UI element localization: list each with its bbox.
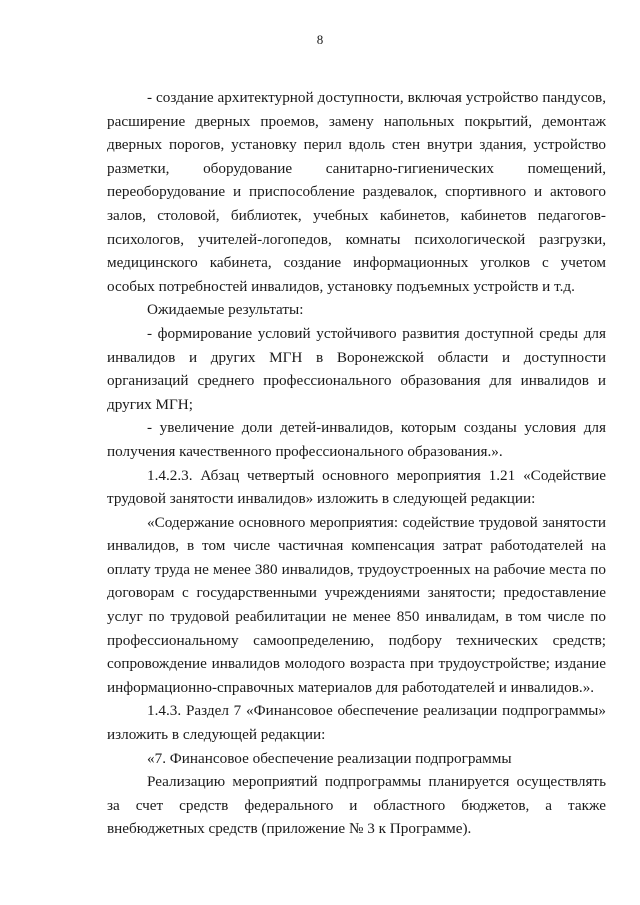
paragraph-expected-results-heading: Ожидаемые результаты: xyxy=(147,301,304,319)
paragraph-result-accessible-environment: - формирование условий устойчивого развития доступной среды для инвалидов и других МГН в Воронежской области и доступности организаций среднего профессионального образования для инвалидов и других МГН; xyxy=(107,324,606,413)
document-body xyxy=(107,86,606,841)
paragraph-amendment-1-4-3: 1.4.3. Раздел 7 «Финансовое обеспечение реализации подпрограммы» изложить в следующей редакции: xyxy=(107,702,606,744)
paragraph-amendment-1-4-2-3: 1.4.2.3. Абзац четвертый основного мероприятия 1.21 «Содействие трудовой занятости инвалидов» изложить в следующей редакции: xyxy=(107,466,606,508)
page-number: 8 xyxy=(316,32,324,47)
section-heading-financing: «7. Финансовое обеспечение реализации подпрограммы xyxy=(147,749,512,767)
paragraph-accessibility-measures: - создание архитектурной доступности, включая устройство пандусов, расширение дверных проемов, замену напольных покрытий, демонтаж дверных порогов, установку перил вдоль стен внутри здания, устройство разметки, оборудование санитарно-гигиенических помещений, переоборудование и приспособление раздевалок, спортивного и актового залов, столовой, библиотек, учебных кабинетов, кабинетов педагогов-психологов, учителей-логопедов, комнаты психологической разгрузки, медицинского кабинета, создание информационных уголков с учетом особых потребностей инвалидов, установку подъемных устройств и т.д. xyxy=(107,89,606,295)
paragraph-result-disabled-children: - увеличение доли детей-инвалидов, которым созданы условия для получения качественного профессионального образования.». xyxy=(107,419,606,460)
paragraph-financing-sources: Реализацию мероприятий подпрограммы планируется осуществлять за счет средств федерального и областного бюджетов, а также внебюджетных средств (приложение № 3 к Программе). xyxy=(107,773,606,838)
paragraph-employment-measure-content: «Содержание основного мероприятия: содействие трудовой занятости инвалидов, в том числе частичная компенсация затрат работодателей на оплату труда не менее 380 инвалидов, трудоустроенных на рабочие места по договорам с государственными учреждениями занятости; предоставление услуг по трудовой реабилитации не менее 850 инвалидам, в том числе по профессиональному самоопределению, подбору технических средств; сопровождение инвалидов молодого возраста при трудоустройстве; издание информационно-справочных материалов для работодателей и инвалидов.». xyxy=(107,513,606,696)
